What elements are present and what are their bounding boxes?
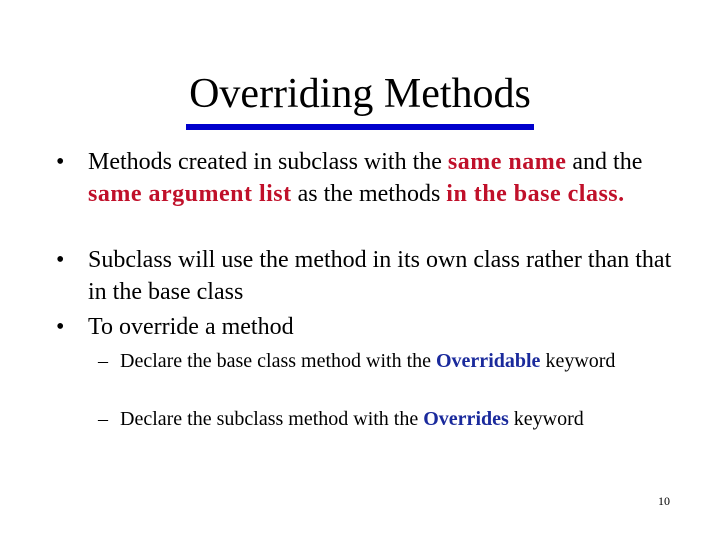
sub-bullet-text-part: Declare the base class method with the [120, 350, 436, 372]
bullet-text [88, 146, 676, 210]
bullet-text-part: and the [566, 149, 643, 175]
sub-bullet-item-1 [98, 347, 658, 376]
sub-bullet-text-part: Declare the subclass method with the [120, 408, 424, 430]
sub-bullet-text [120, 347, 658, 376]
highlight-same-argument-list: same argument list [88, 181, 292, 207]
bullet-item-3 [56, 311, 676, 343]
bullet-text-part: Methods created in subclass with the [88, 149, 448, 175]
sub-bullet-text [120, 405, 658, 434]
sub-bullet-text-part: keyword [540, 350, 616, 372]
bullet-marker: • [56, 247, 65, 273]
sub-bullet-marker: – [98, 350, 108, 372]
highlight-same-name: same name [447, 149, 567, 175]
sub-bullet-item-2 [98, 405, 658, 434]
sub-bullet-text-part: keyword [508, 408, 584, 430]
bullet-text: Subclass will use the method in its own class rather than that in the base class [88, 247, 672, 305]
page-number: 10 [658, 494, 670, 508]
bullet-item-2 [56, 244, 676, 308]
highlight-overrides: Overrides [423, 408, 509, 430]
bullet-marker: • [56, 314, 65, 340]
bullet-item-1 [56, 146, 676, 210]
sub-bullet-marker: – [98, 408, 108, 430]
bullet-text: To override a method [88, 314, 294, 340]
highlight-overridable: Overridable [436, 350, 541, 372]
bullet-marker: • [56, 149, 65, 175]
slide-title: Overriding Methods [189, 71, 531, 117]
highlight-in-the-base-class: in the base class. [446, 181, 625, 207]
bullet-text-part: as the methods [291, 181, 447, 207]
